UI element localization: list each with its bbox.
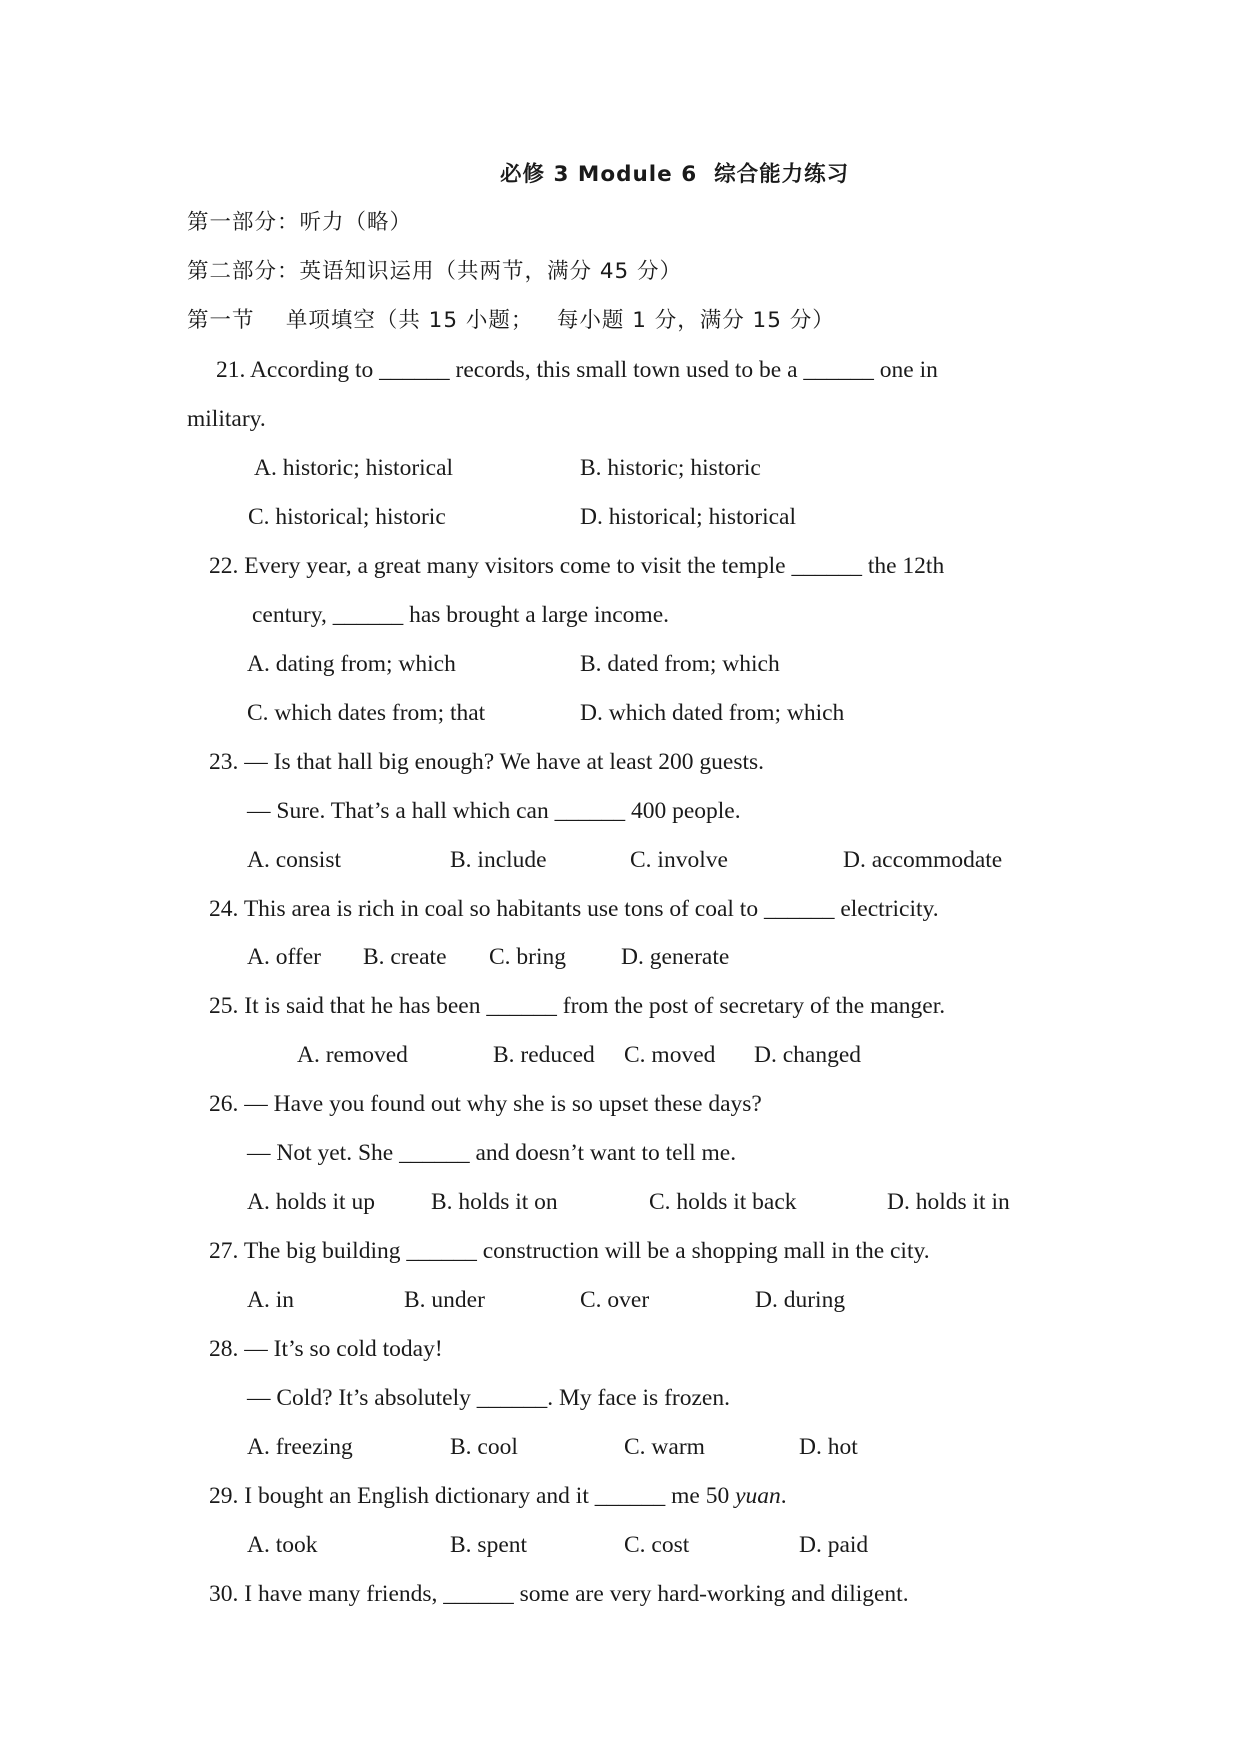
question-24-option-b: B. create bbox=[363, 944, 447, 970]
question-29-option-a: A. took bbox=[247, 1532, 318, 1558]
question-28-option-c: C. warm bbox=[624, 1434, 705, 1460]
question-26-option-c: C. holds it back bbox=[649, 1189, 797, 1215]
question-21-option-a: A. historic; historical bbox=[254, 455, 454, 481]
question-26-option-a: A. holds it up bbox=[247, 1189, 375, 1215]
question-23-option-c: C. involve bbox=[630, 847, 728, 873]
section1-heading: 第一节 单项填空（共 15 小题； 每小题 1 分，满分 15 分） bbox=[187, 308, 835, 333]
question-24-option-c: C. bring bbox=[489, 944, 567, 970]
question-29-line-1 bbox=[209, 1481, 787, 1511]
question-29-text: 29. I bought an English dictionary and it ______ me 50 bbox=[209, 1483, 736, 1509]
question-21-option-b: B. historic; historic bbox=[580, 455, 761, 481]
question-23-line-1: 23. — Is that hall big enough? We have at least 200 guests. bbox=[209, 749, 765, 775]
question-26-option-d: D. holds it in bbox=[887, 1189, 1010, 1215]
question-29-option-d: D. paid bbox=[799, 1532, 869, 1558]
question-27-option-b: B. under bbox=[404, 1287, 485, 1313]
question-28-option-b: B. cool bbox=[450, 1434, 518, 1460]
question-27-option-a: A. in bbox=[247, 1287, 294, 1313]
question-25-line-1: 25. It is said that he has been ______ from the post of secretary of the manger. bbox=[209, 993, 946, 1019]
question-25-option-c: C. moved bbox=[624, 1042, 716, 1068]
question-24-line-1: 24. This area is rich in coal so habitants use tons of coal to ______ electricity. bbox=[209, 896, 939, 922]
question-24-option-a: A. offer bbox=[247, 944, 321, 970]
question-22-line-1: 22. Every year, a great many visitors come to visit the temple ______ the 12th bbox=[209, 553, 945, 579]
question-24-option-d: D. generate bbox=[621, 944, 730, 970]
question-29-italic-word: yuan bbox=[735, 1483, 781, 1509]
question-21-option-d: D. historical; historical bbox=[580, 504, 797, 530]
page-title: 必修 3 Module 6 综合能力练习 bbox=[500, 162, 850, 187]
question-23-option-a: A. consist bbox=[247, 847, 341, 873]
question-29-option-b: B. spent bbox=[450, 1532, 528, 1558]
part2-heading: 第二部分：英语知识运用（共两节，满分 45 分） bbox=[187, 259, 683, 284]
question-21-option-c: C. historical; historic bbox=[248, 504, 446, 530]
question-23-option-d: D. accommodate bbox=[843, 847, 1003, 873]
question-26-line-2: — Not yet. She ______ and doesn’t want to tell me. bbox=[247, 1140, 737, 1166]
question-27-line-1: 27. The big building ______ construction will be a shopping mall in the city. bbox=[209, 1238, 930, 1264]
question-27-option-c: C. over bbox=[580, 1287, 650, 1313]
question-25-option-d: D. changed bbox=[754, 1042, 862, 1068]
question-26-line-1: 26. — Have you found out why she is so upset these days? bbox=[209, 1091, 762, 1117]
question-28-line-1: 28. — It’s so cold today! bbox=[209, 1336, 443, 1362]
question-28-line-2: — Cold? It’s absolutely ______. My face is frozen. bbox=[247, 1385, 730, 1411]
question-21-line-2: military. bbox=[187, 406, 266, 432]
question-22-option-b: B. dated from; which bbox=[580, 651, 780, 677]
question-30-line-1: 30. I have many friends, ______ some are very hard-working and diligent. bbox=[209, 1581, 909, 1607]
question-21-line-1: 21. According to ______ records, this small town used to be a ______ one in bbox=[216, 357, 938, 383]
question-28-option-a: A. freezing bbox=[247, 1434, 353, 1460]
question-22-option-c: C. which dates from; that bbox=[247, 700, 486, 726]
question-22-option-a: A. dating from; which bbox=[247, 651, 456, 677]
question-29-period: . bbox=[780, 1483, 787, 1509]
question-25-option-b: B. reduced bbox=[493, 1042, 595, 1068]
question-27-option-d: D. during bbox=[755, 1287, 846, 1313]
question-28-option-d: D. hot bbox=[799, 1434, 858, 1460]
question-23-line-2: — Sure. That’s a hall which can ______ 400 people. bbox=[247, 798, 741, 824]
question-23-option-b: B. include bbox=[450, 847, 547, 873]
question-29-option-c: C. cost bbox=[624, 1532, 690, 1558]
question-26-option-b: B. holds it on bbox=[431, 1189, 558, 1215]
part1-heading: 第一部分：听力（略） bbox=[187, 210, 413, 235]
question-25-option-a: A. removed bbox=[297, 1042, 408, 1068]
question-22-line-2: century, ______ has brought a large income. bbox=[252, 602, 670, 628]
question-22-option-d: D. which dated from; which bbox=[580, 700, 845, 726]
